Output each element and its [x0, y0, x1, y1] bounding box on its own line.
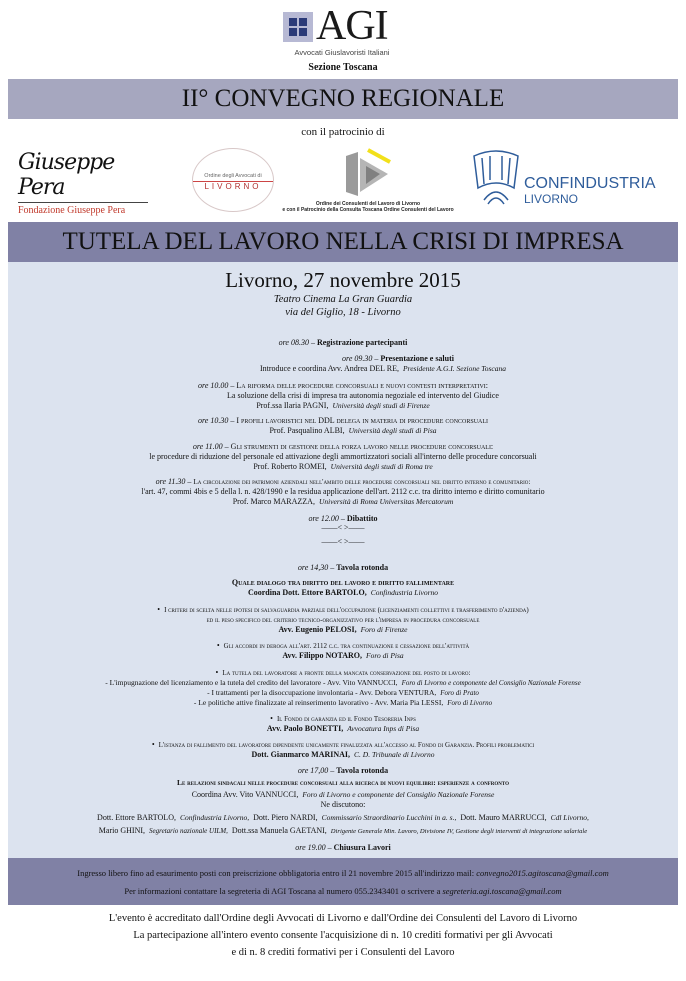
contact-email-link[interactable]: segreteria.agi.toscana@gmail.com — [442, 886, 562, 896]
time: ore 12.00 — [308, 514, 339, 523]
session-subtitle: La soluzione della crisi di impresa tra autonomia negoziale ed intervento del Giudice — [227, 391, 499, 400]
time: ore 14,30 — [297, 563, 329, 572]
program-panel — [8, 262, 678, 858]
label: Ne discutono: — [320, 800, 366, 809]
speaker: Coordina Dott. Ettore BARTOLO, — [247, 588, 367, 597]
theme-title: Le relazioni sindacali nelle procedure concorsuali alla ricerca di nuovi equilibri: esperienze a confronto — [176, 778, 510, 787]
topic-title: I criteri di scelta nelle ipotesi di salvaguardia parziale dell'occupazione (licenziamenti collettivi e trasferimento d'azienda) — [164, 606, 529, 614]
patrocinio-label: con il patrocinio di — [301, 126, 385, 138]
speaker: Prof. Marco MARAZZA, — [232, 497, 315, 506]
session-1700: ore 17,00 – Tavola rotonda — [297, 766, 389, 775]
session-title: La riforma delle procedure concorsuali e nuovi contesti interpretativi: — [236, 381, 488, 390]
topic-title: Il Fondo di garanzia ed il Fondo Tesoreria Inps — [276, 715, 416, 723]
session-subtitle: l'art. 47, commi 4bis e 5 della l. n. 428/1990 e la residua applicazione dell'art. 2112 c.c. tra diritto interno e diritto comunitario — [141, 487, 545, 496]
role: Università degli studi di Roma tre — [330, 462, 433, 471]
speaker: Avv. Eugenio PELOSI, — [278, 625, 357, 634]
registration-text: Ingresso libero fino ad esaurimento posti con preiscrizione obbligatoria entro il 21 novembre 2015 all'indirizzo mail: — [77, 868, 475, 878]
contact-info — [8, 886, 678, 896]
pera-signature: Giuseppe Pera — [18, 150, 115, 200]
registration-info — [8, 868, 678, 878]
topic-subtitle: ed il peso specifico del criterio tecnico-organizzativo per l'impresa in procedura concorsuale — [206, 616, 480, 624]
convegno-band — [8, 79, 678, 119]
discussants-row2 — [8, 820, 678, 838]
session-title: I profili lavoristici nel DDL delega in materia di procedure concorsuali — [236, 416, 489, 425]
role: Commissario Straordinario Lucchini in a. s., — [321, 813, 457, 822]
session-saluti: ore 09.30 – Presentazione e saluti — [342, 354, 454, 363]
time: ore 10.30 — [197, 416, 229, 425]
sponsor-ordine-consulenti — [268, 148, 468, 218]
speaker: Avv. Filippo NOTARO, — [282, 651, 363, 660]
bullet: • — [215, 668, 219, 677]
confindustria-line2: LIVORNO — [524, 192, 579, 206]
bullet: • — [216, 641, 220, 650]
role: Foro di Pisa — [366, 651, 404, 660]
accreditation-line2: La partecipazione all'intero evento consente l'acquisizione di n. 10 crediti formativi per gli Avvocati — [133, 930, 553, 941]
role: Avvocatura Inps di Pisa — [347, 724, 420, 733]
venue-address: via del Giglio, 18 - Livorno — [285, 307, 401, 318]
role: Cdl Livorno, — [550, 813, 589, 822]
topic-title: La tutela del lavoratore a fronte della mancata conservazione del posto di lavoro: — [222, 669, 471, 677]
time: ore 10.00 — [198, 381, 229, 390]
role: Foro di Livorno e componente del Consiglio Nazionale Forense — [302, 790, 495, 799]
confindustria-line1: CONFINDUSTRIA — [524, 175, 656, 192]
session-title: La circolazione dei patrimoni aziendali nell'ambito delle procedure concorsuali nel diritto interno e comunitario: — [193, 478, 531, 486]
event-title: TUTELA DEL LAVORO NELLA CRISI DI IMPRESA — [62, 228, 624, 255]
topic-title: Gli accordi in deroga all'art. 2112 c.c. tra continuazione e cessazione dell'attività — [223, 642, 470, 650]
divider — [18, 202, 148, 203]
speaker: Prof.ssa Ilaria PAGNI, — [256, 401, 329, 410]
speaker: - Le politiche attive finalizzate al reinserimento lavorativo - Avv. Maria Pia LESSI, — [193, 698, 444, 707]
session-1130-speaker — [8, 491, 678, 509]
title-band — [8, 222, 678, 262]
role: Segretario nazionale UILM, — [149, 827, 228, 835]
session-title: Presentazione e saluti — [380, 354, 454, 363]
role: Confindustria Livorno — [370, 588, 439, 597]
venue-name: Teatro Cinema La Gran Guardia — [273, 294, 413, 305]
speaker: Dott. Ettore BARTOLO, — [97, 813, 176, 822]
sponsor-fondazione-pera — [18, 150, 158, 216]
role: Foro di Firenze — [360, 625, 408, 634]
logo-subtitle: Avvocati Giuslavoristi Italiani — [294, 48, 390, 57]
accreditation-line1: L'evento è accreditato dall'Ordine degli Avvocati di Livorno e dall'Ordine dei Consulenti del Lavoro di Livorno — [108, 913, 578, 924]
session-title: Registrazione partecipanti — [316, 338, 408, 347]
session-1100: ore 11.00 – Gli strumenti di gestione della forza lavoro nelle procedure concorsuali: — [192, 442, 494, 451]
consulenti-logo-icon — [338, 148, 398, 200]
speaker: Dott. Gianmarco MARINAI, — [251, 750, 351, 759]
speaker: Prof. Pasqualino ALBI, — [269, 426, 345, 435]
time: ore 19.00 — [295, 843, 326, 852]
role: Foro di Prato — [440, 689, 479, 697]
ornament-divider: ——< >—— — [321, 537, 365, 546]
speaker: Dott.ssa Manuela GAETANI, — [231, 826, 327, 835]
consulenti-line2: e con il Patrocinio della Consulta Toscana Ordine Consulenti del Lavoro — [282, 207, 454, 213]
roundtable-coordinator — [8, 582, 678, 600]
topic-title: L'istanza di fallimento del lavoratore dipendente unicamente finalizzata all'accesso al Fondo di Garanzia. Profili problematici — [158, 741, 535, 749]
consulenti-line1: Ordine dei Consulenti del Lavoro di Livorno — [315, 201, 421, 207]
speaker: Coordina Avv. Vito VANNUCCI, — [191, 790, 299, 799]
agi-squares-icon — [283, 12, 313, 42]
session-title: Gli strumenti di gestione della forza lavoro nelle procedure concorsuali: — [230, 442, 494, 451]
session-subtitle: le procedure di riduzione del personale ed attivazione degli ammortizzatori sociali all'interno delle procedure concorsuali — [149, 452, 537, 461]
role: Foro di Livorno — [447, 699, 493, 707]
role: Università degli studi di Firenze — [332, 401, 430, 410]
session-registrazione: ore 08.30 – Registrazione partecipanti — [278, 338, 408, 347]
theme-title: Quale dialogo tra diritto del lavoro e diritto fallimentare — [231, 578, 455, 587]
role: Università degli studi di Pisa — [348, 426, 437, 435]
session-1430: ore 14,30 – Tavola rotonda — [297, 563, 389, 572]
session-title: Tavola rotonda — [336, 563, 389, 572]
event-date: Livorno, 27 novembre 2015 — [225, 268, 461, 292]
registration-band — [8, 858, 678, 905]
time: ore 09.30 — [342, 354, 373, 363]
session-title: Chiusura Lavori — [333, 843, 391, 852]
role: Dirigente Generale Min. Lavoro, Divisione IV, Gestione degli interventi di integrazione salariale — [330, 828, 588, 835]
sponsor-confindustria — [470, 148, 660, 208]
speaker: - L'impugnazione del licenziamento e la tutela del credito del lavoratore - Avv. Vito VANNUCCI, — [105, 678, 398, 687]
logo-text: AGI — [316, 3, 388, 49]
avvocati-line1: Ordine degli Avvocati di — [204, 173, 262, 179]
speaker: Avv. Paolo BONETTI, — [266, 724, 344, 733]
topic-accordi-speaker — [8, 645, 678, 663]
accreditation-line3: e di n. 8 crediti formativi per i Consulenti del Lavoro — [231, 947, 455, 958]
time: ore 11.00 — [192, 442, 223, 451]
time: ore 11.30 — [155, 477, 186, 486]
time: ore 17,00 — [297, 766, 329, 775]
bullet: • — [157, 605, 161, 614]
bullet: • — [151, 740, 155, 749]
role: Presidente A.G.I. Sezione Toscana — [402, 364, 507, 373]
consulenti-caption — [268, 201, 468, 213]
speaker: Introduce e coordina Avv. Andrea DEL RE, — [259, 364, 399, 373]
eagle-icon — [470, 148, 522, 208]
session-1030: ore 10.30 – I profili lavoristici nel DDL delega in materia di procedure concorsuali — [197, 416, 489, 425]
bullet: • — [270, 714, 273, 723]
sponsor-ordine-avvocati-livorno — [192, 148, 274, 212]
session-dibattito: ore 12.00 – Dibattito — [308, 514, 378, 523]
speaker: Prof. Roberto ROMEI, — [253, 462, 327, 471]
role: Foro di Livorno e componente del Consiglio Nazionale Forense — [401, 679, 581, 687]
agi-logo — [283, 3, 403, 78]
session-chiusura: ore 19.00 – Chiusura Lavori — [295, 843, 391, 852]
ornament-divider: ——< >—— — [321, 523, 365, 532]
session-saluti-intro — [48, 358, 686, 376]
role: Confindustria Livorno, — [179, 813, 250, 822]
pera-label: Fondazione Giuseppe Pera — [18, 205, 126, 216]
speaker: Dott. Mauro MARRUCCI, — [460, 813, 547, 822]
session-title: Tavola rotonda — [336, 766, 389, 775]
session-1000: ore 10.00 – La riforma delle procedure concorsuali e nuovi contesti interpretativi: — [198, 381, 488, 390]
role: Università di Roma Universitas Mercatorum — [318, 497, 454, 506]
avvocati-line2: LIVORNO — [193, 181, 273, 191]
contact-text: Per informazioni contattare la segreteria di AGI Toscana al numero 055.2343401 o scrivere a — [124, 886, 441, 896]
speaker: Dott. Piero NARDI, — [253, 813, 318, 822]
speaker: Mario GHINI, — [98, 826, 146, 835]
role: C. D. Tribunale di Livorno — [354, 750, 435, 759]
speaker: - I trattamenti per la disoccupazione involontaria - Avv. Debora VENTURA, — [207, 688, 437, 697]
session-1130: ore 11.30 – La circolazione dei patrimoni aziendali nell'ambito delle procedure concorsuali nel diritto interno e comunitario: — [155, 477, 531, 486]
convegno-title: II° CONVEGNO REGIONALE — [181, 85, 505, 112]
session-title: Dibattito — [346, 514, 378, 523]
registration-email-link[interactable]: convegno2015.agitoscana@gmail.com — [476, 868, 609, 878]
time: ore 08.30 — [278, 338, 309, 347]
section-name: Sezione Toscana — [308, 62, 378, 73]
